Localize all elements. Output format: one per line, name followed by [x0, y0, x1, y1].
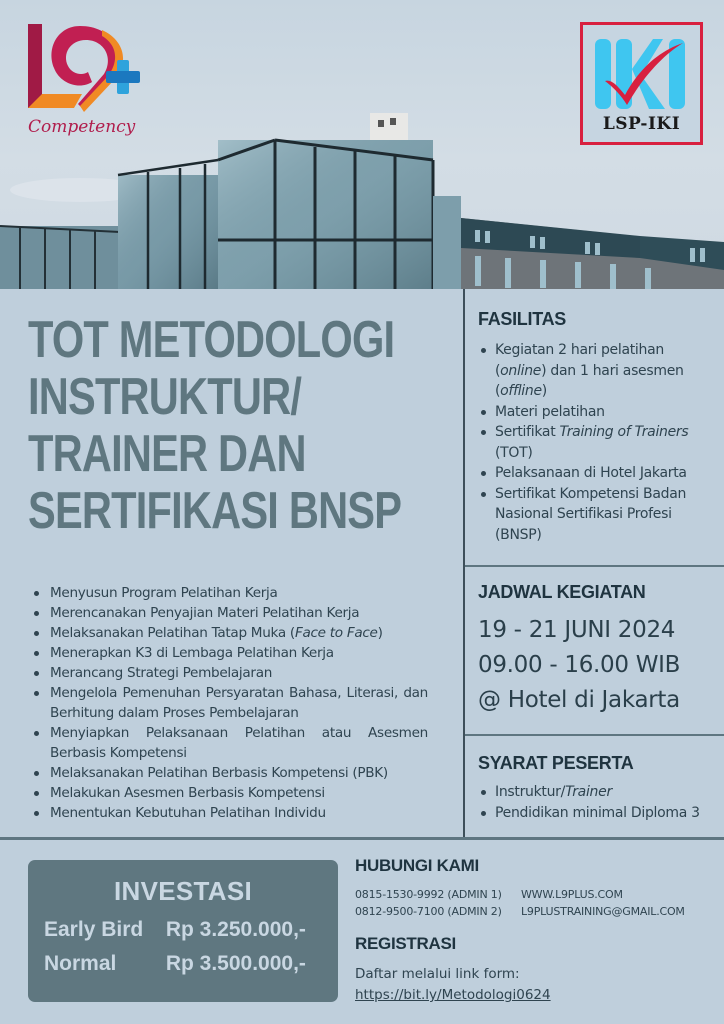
- jadwal-section: [478, 582, 714, 718]
- price-normal: [44, 952, 306, 976]
- competency-wordmark: Competency: [28, 117, 136, 137]
- registration-link[interactable]: https://bit.ly/Metodologi0624: [355, 987, 551, 1003]
- competency-item: Merencanakan Penyajian Materi Pelatihan Kerja: [30, 603, 428, 623]
- l9-competency-logo: [22, 22, 152, 142]
- syarat-list: [478, 782, 714, 823]
- fasilitas-item: Kegiatan 2 hari pelatihan (online) dan 1 hari asesmen (offline): [478, 340, 714, 402]
- price-amount: Rp 3.250.000,-: [165, 918, 306, 941]
- contact-heading: HUBUNGI KAMI: [355, 856, 479, 875]
- page-title: [28, 312, 448, 540]
- hero-banner: [0, 0, 724, 289]
- column-divider: [463, 289, 465, 839]
- competency-item: Menerapkan K3 di Lembaga Pelatihan Kerja: [30, 643, 428, 663]
- competency-item: Melakukan Asesmen Berbasis Kompetensi: [30, 783, 428, 803]
- fasilitas-item: Sertifikat Kompetensi Badan Nasional Sertifikasi Profesi (BNSP): [478, 484, 714, 546]
- footer-divider: [0, 837, 724, 840]
- lsp-iki-caption: LSP-IKI: [602, 114, 681, 134]
- iki-check-icon: [583, 29, 700, 119]
- jadwal-heading: JADWAL KEGIATAN: [478, 582, 646, 602]
- syarat-item: Instruktur/Trainer: [478, 782, 714, 803]
- section-divider: [465, 734, 724, 736]
- price-early-bird: [44, 918, 306, 942]
- price-amount: Rp 3.500.000,-: [165, 952, 306, 975]
- fasilitas-item: Materi pelatihan: [478, 402, 714, 423]
- syarat-item: Pendidikan minimal Diploma 3: [478, 803, 714, 824]
- email-link[interactable]: L9PLUSTRAINING@GMAIL.COM: [521, 905, 685, 918]
- syarat-heading: SYARAT PESERTA: [478, 753, 634, 773]
- investasi-heading: INVESTASI: [113, 876, 253, 906]
- competency-item: Melaksanakan Pelatihan Tatap Muka (Face to Face): [30, 623, 428, 643]
- lsp-iki-logo: [580, 22, 703, 145]
- event-time: 09.00 - 16.00 WIB: [478, 652, 681, 678]
- event-location: @ Hotel di Jakarta: [478, 687, 680, 713]
- price-label: Early Bird: [44, 918, 144, 941]
- registration-section: [355, 934, 715, 1005]
- syarat-section: [478, 753, 714, 823]
- fasilitas-section: [478, 309, 714, 545]
- investasi-box: [28, 860, 338, 1002]
- registration-heading: REGISTRASI: [355, 934, 456, 953]
- title-line: SERTIFIKASI BNSP: [28, 482, 402, 540]
- event-date: 19 - 21 JUNI 2024: [478, 617, 676, 643]
- competency-item: Mengelola Pemenuhan Persyaratan Bahasa, Literasi, dan Berhitung dalam Proses Pembelajaran: [30, 683, 428, 723]
- fasilitas-item: Pelaksanaan di Hotel Jakarta: [478, 463, 714, 484]
- title-line: TOT METODOLOGI: [28, 311, 395, 369]
- l9-plus-icon: [22, 22, 152, 142]
- competency-item: Merancang Strategi Pembelajaran: [30, 663, 428, 683]
- phone-admin-1[interactable]: 0815-1530-9992 (ADMIN 1): [355, 888, 502, 901]
- competency-item: Menyiapkan Pelaksanaan Pelatihan atau Asesmen Berbasis Kompetensi: [30, 723, 428, 763]
- registration-text: Daftar melalui link form:: [355, 966, 520, 982]
- title-line: INSTRUKTUR/: [28, 368, 302, 426]
- contact-section: [355, 856, 715, 920]
- competency-item: Menyusun Program Pelatihan Kerja: [30, 583, 428, 603]
- price-label: Normal: [44, 952, 117, 975]
- competency-item: Melaksanakan Pelatihan Berbasis Kompetensi (PBK): [30, 763, 428, 783]
- fasilitas-list: [478, 340, 714, 545]
- fasilitas-item: Sertifikat Training of Trainers (TOT): [478, 422, 714, 463]
- competency-item: Menentukan Kebutuhan Pelatihan Individu: [30, 803, 428, 823]
- competency-list: [30, 583, 428, 823]
- website-link[interactable]: WWW.L9PLUS.COM: [521, 888, 623, 901]
- phone-admin-2[interactable]: 0812-9500-7100 (ADMIN 2): [355, 905, 502, 918]
- fasilitas-heading: FASILITAS: [478, 309, 566, 329]
- section-divider: [465, 565, 724, 567]
- title-line: TRAINER DAN: [28, 425, 306, 483]
